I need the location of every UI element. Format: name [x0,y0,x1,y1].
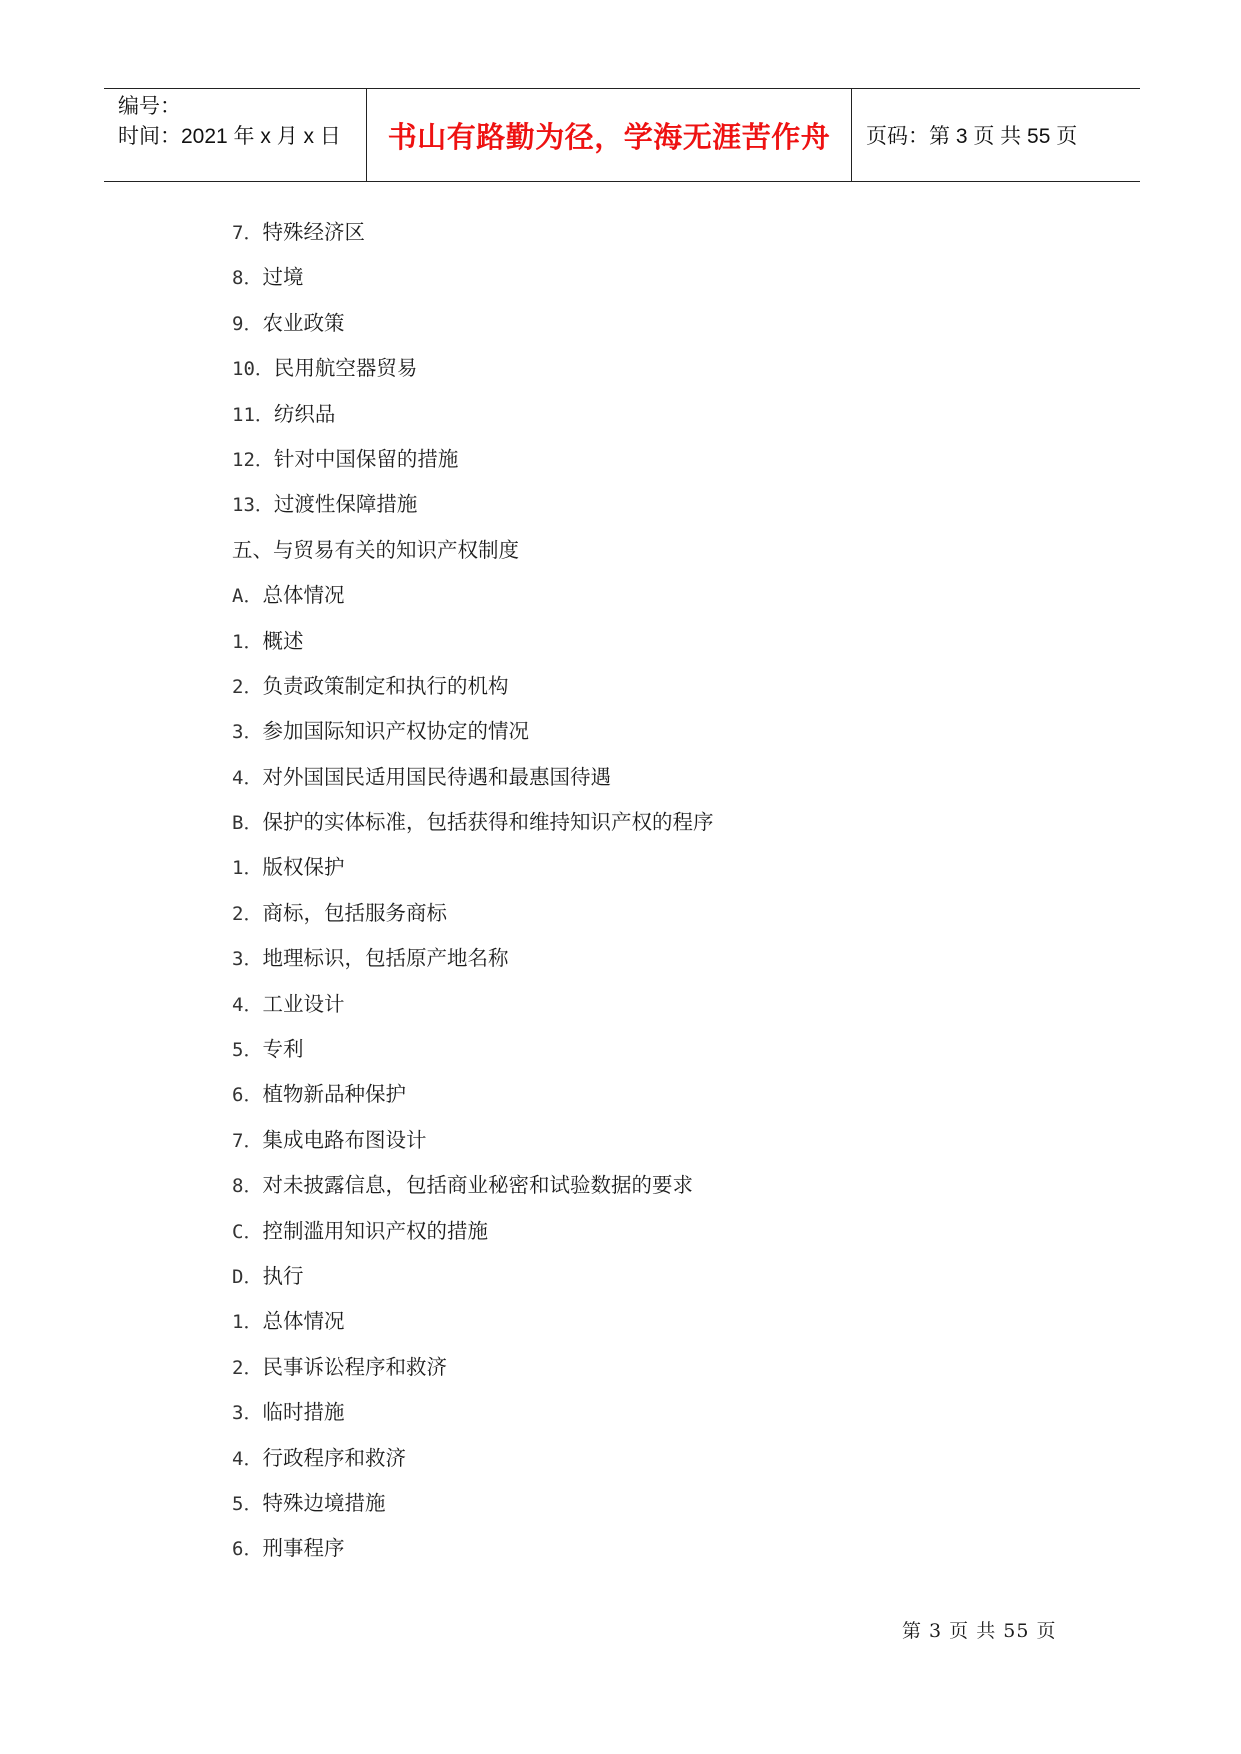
outline-item [232,1390,713,1435]
outline-item [232,936,713,981]
outline-item-number: 1． [232,630,263,653]
outline-item-number: 2． [232,902,263,925]
outline-item-text: 概述 [262,628,304,653]
outline-item-text: 民用航空器贸易 [273,356,418,381]
outline-item [232,1027,713,1072]
outline-item [232,1254,713,1299]
outline-item-text: 控制滥用知识产权的措施 [262,1218,488,1243]
header-meta [104,89,367,181]
outline-item [232,392,713,437]
outline-item [232,845,713,890]
outline-item-number: 7． [232,1129,263,1152]
outline-item-number: 8． [232,267,263,290]
outline-item-text: 特殊经济区 [262,220,365,244]
outline-item-text: 针对中国保留的措施 [273,446,459,471]
outline-item-text: 民事诉讼程序和救济 [262,1354,447,1379]
outline-item [232,573,713,618]
outline-item-number: B． [232,812,263,835]
outline-item-text: 工业设计 [262,991,345,1016]
outline-item [232,1526,713,1571]
outline-item-text: 临时措施 [262,1400,345,1425]
outline-item-number: 13． [232,494,274,517]
outline-item [232,255,713,300]
outline-item-number: 3． [232,948,263,971]
outline-item-number: 8． [232,1175,263,1198]
outline-item-text: 过境 [262,265,304,290]
outline-item-text: 负责政策制定和执行的机构 [262,673,509,698]
footer-page-number: 第 3 页 共 55 页 [902,1620,1057,1642]
header-motto-cell [367,89,852,181]
outline-item-text: 行政程序和救济 [262,1445,406,1470]
outline-item-text: 五、与贸易有关的知识产权制度 [232,537,519,562]
page-code-text: 页码：第 3 页 共 55 页 [866,125,1078,148]
outline-item [232,1118,713,1163]
outline-item-text: 过渡性保障措施 [273,492,418,517]
outline-item [232,482,713,527]
outline-item [232,1163,713,1208]
outline-item-number: 1． [232,1311,263,1334]
outline-item-number: 4． [232,1447,263,1470]
outline-item-number: 3． [232,1402,263,1425]
outline-item-number: 11． [232,403,274,426]
outline-item-text: 刑事程序 [262,1536,345,1561]
outline-item [232,1345,713,1390]
outline-item-number: 9． [232,312,263,335]
outline-item [232,1436,713,1481]
outline-item-number: 4． [232,766,263,789]
outline-item-text: 农业政策 [262,310,345,335]
outline-item-number: 5． [232,1039,263,1062]
outline-item-number: 1． [232,857,263,880]
outline-item-number: C． [232,1220,263,1243]
outline-item [232,210,713,255]
outline-item [232,664,713,709]
outline-item-text: 版权保护 [262,855,345,880]
outline-item-text: 特殊边境措施 [262,1490,386,1515]
outline-item-number: 2． [232,1356,263,1379]
outline-item-text: 总体情况 [262,1309,345,1334]
header-page-code [852,89,1140,181]
outline-item [232,1481,713,1526]
outline-item-text: 总体情况 [262,583,345,608]
outline-item-text: 集成电路布图设计 [262,1127,427,1152]
outline-item-number: 7． [232,222,263,244]
outline-item-number: A． [232,585,263,608]
outline-item-text: 执行 [262,1263,304,1288]
outline-item-number: D． [232,1265,263,1288]
outline-item-text: 保护的实体标准，包括获得和维持知识产权的程序 [262,810,714,835]
time-label: 时间：2021 年 x 月 x 日 [118,125,341,148]
outline-item [232,891,713,936]
outline-item-text: 地理标识，包括原产地名称 [262,946,509,971]
number-label: 编号： [118,95,181,118]
outline-item-number: 3． [232,721,263,744]
page-header [104,88,1140,182]
outline-item [232,437,713,482]
outline-item [232,1209,713,1254]
outline-item-text: 植物新品种保护 [262,1082,406,1107]
outline-item-number: 12． [232,448,274,471]
outline-item [232,619,713,664]
outline-item [232,528,713,573]
outline-item-number: 2． [232,675,263,698]
outline-item [232,982,713,1027]
outline-item-text: 专利 [262,1037,304,1062]
outline-item-text: 参加国际知识产权协定的情况 [262,719,529,744]
outline-item [232,346,713,391]
outline-item-number: 5． [232,1492,263,1515]
outline-item-text: 纺织品 [273,401,336,426]
page-footer [902,1616,1056,1643]
outline-item [232,709,713,754]
outline-list [232,210,713,1572]
outline-item-number: 10． [232,358,274,381]
outline-item-number: 6． [232,1538,263,1561]
motto-text: 书山有路勤为径，学海无涯苦作舟 [387,119,831,154]
outline-item [232,1299,713,1344]
outline-item [232,301,713,346]
outline-item-number: 6． [232,1084,263,1107]
outline-item-text: 对外国国民适用国民待遇和最惠国待遇 [262,764,611,789]
outline-item-text: 对未披露信息，包括商业秘密和试验数据的要求 [262,1173,693,1198]
outline-item-number: 4． [232,993,263,1016]
outline-item [232,755,713,800]
outline-item-text: 商标，包括服务商标 [262,900,447,925]
outline-item [232,800,713,845]
outline-item [232,1072,713,1117]
